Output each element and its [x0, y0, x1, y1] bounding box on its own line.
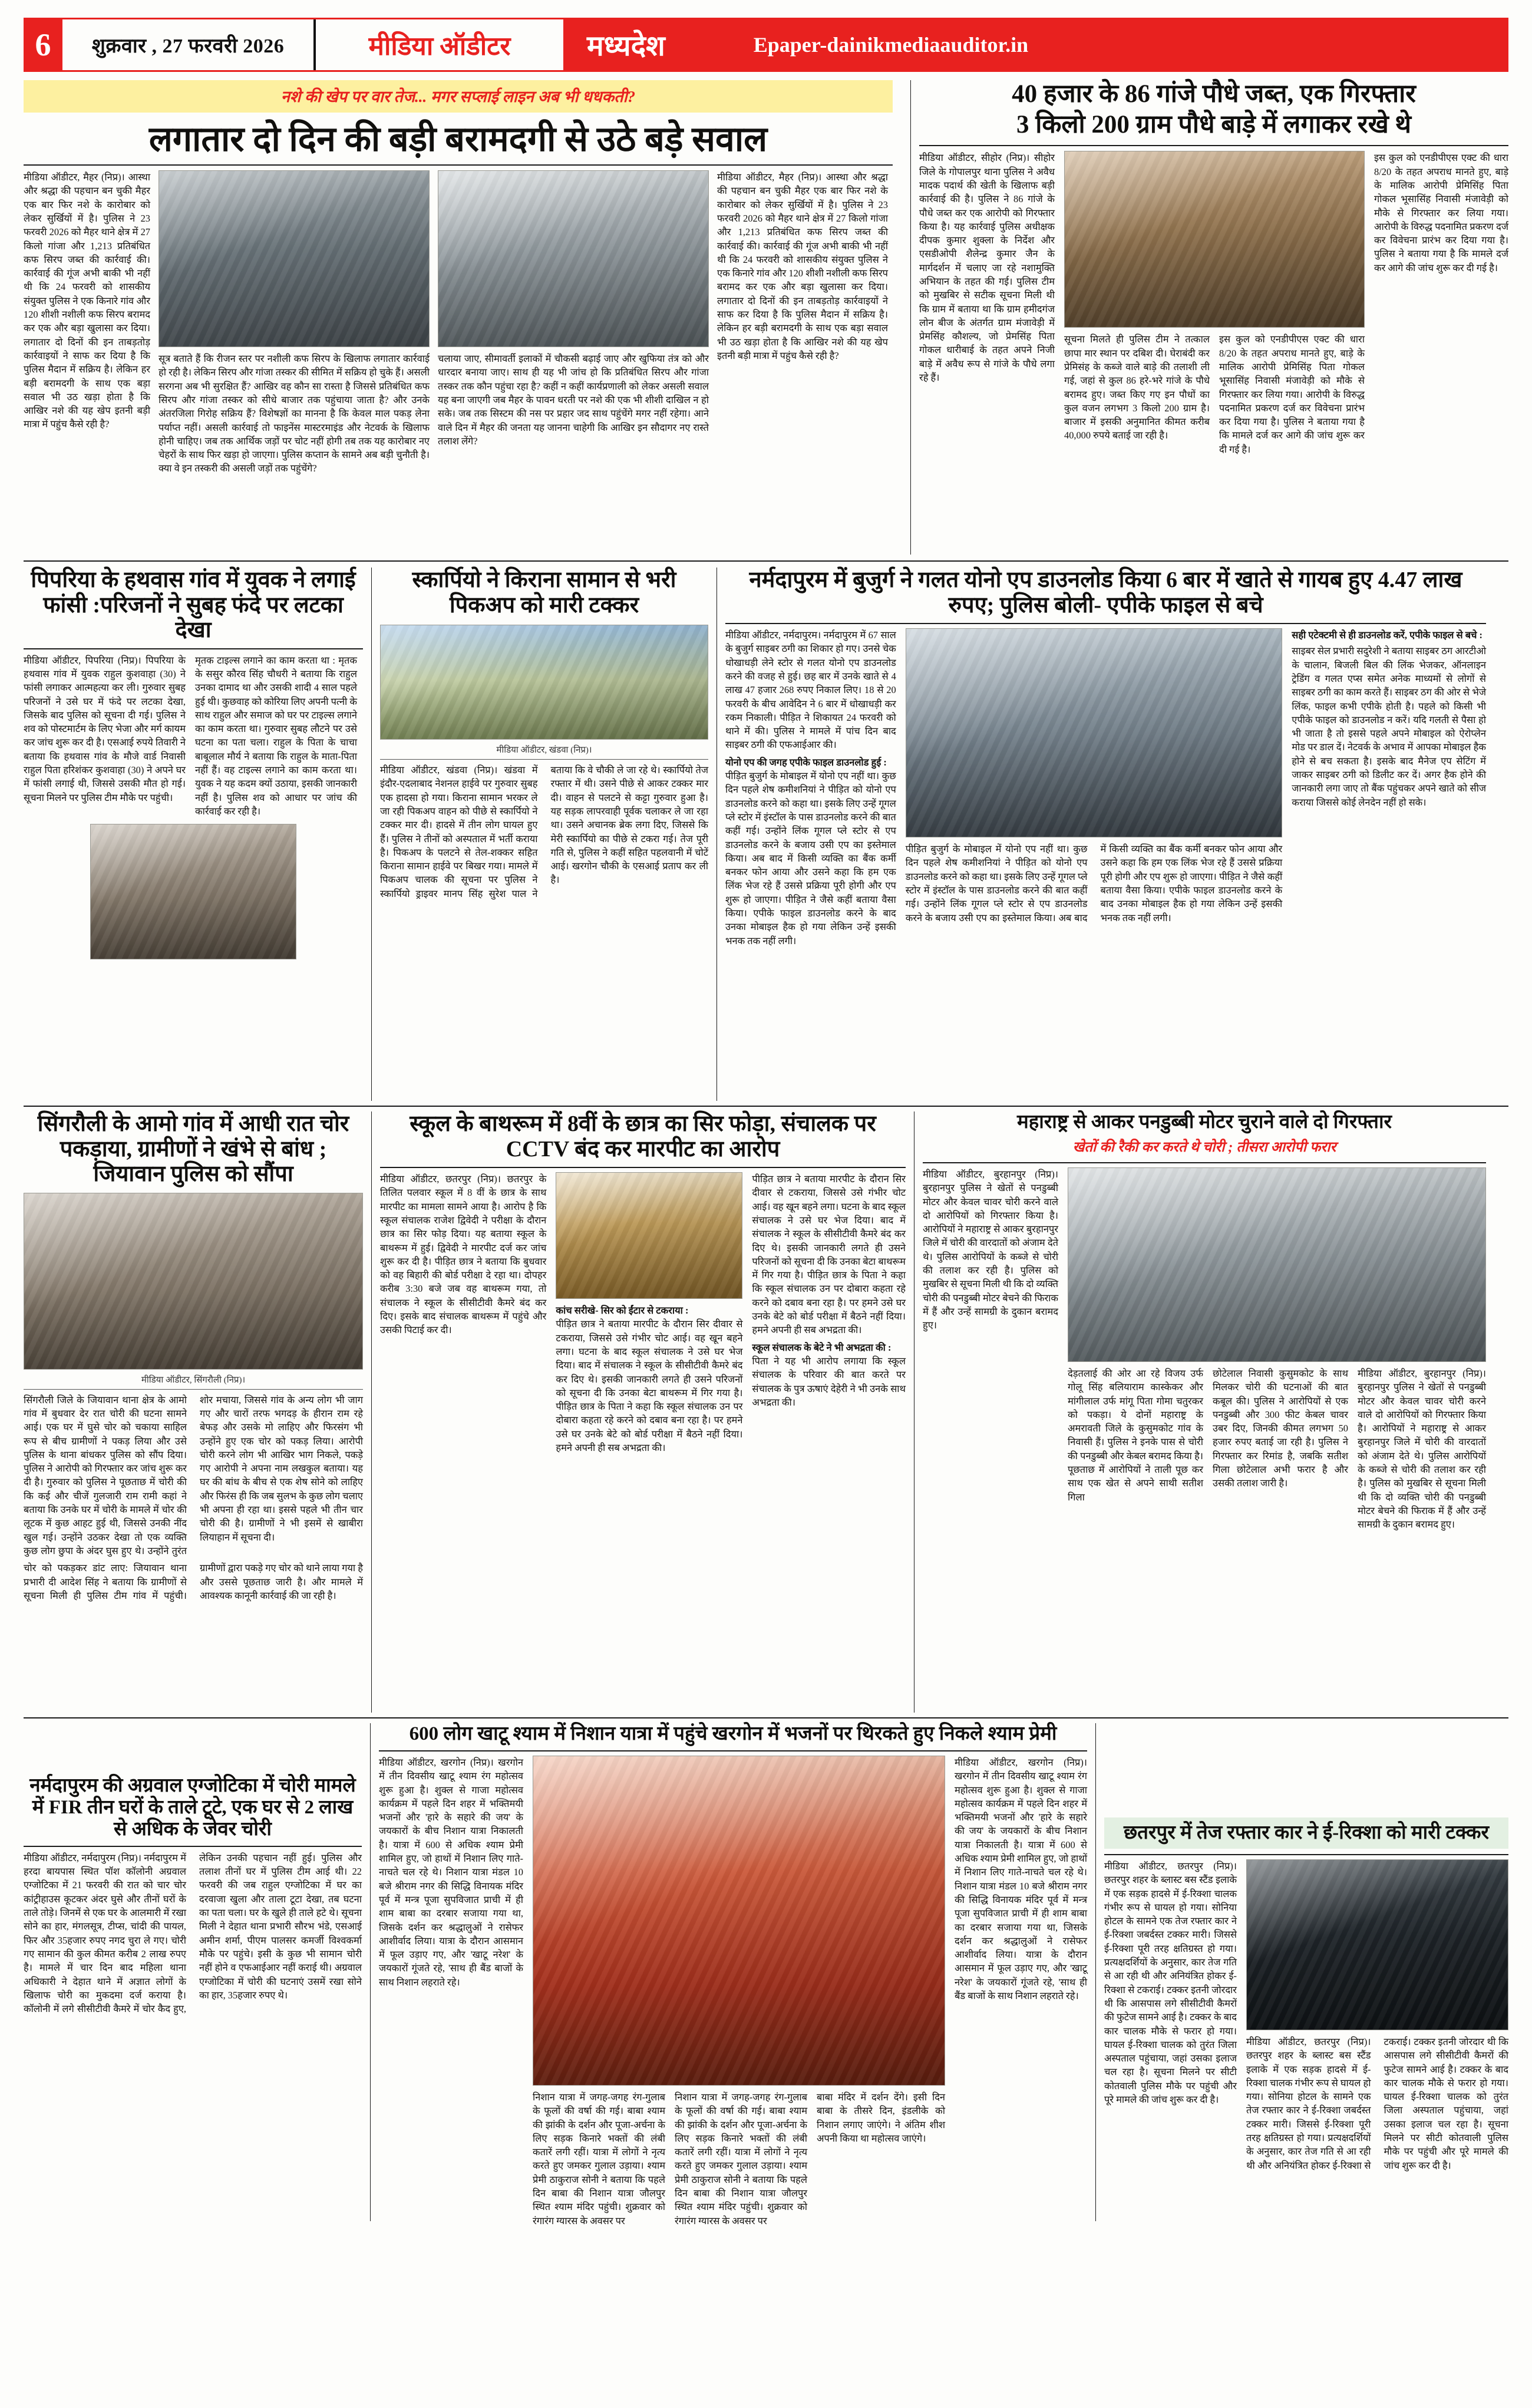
school-story — [372, 1111, 914, 1713]
lead-col-2: सूत्र बताते हैं कि रीजन स्तर पर नशीली कफ सिरप के खिलाफ लगातार कार्रवाई हो रही है। लेकिन सिरप और गांजा तस्कर की सीमित में सक्रिय हो चुके हैं। असली सरगना अब भी सुरक्षित हैं? आखिर वह कौन सा रास्ता है जिससे प्रतिबंधित कफ सिरप और गांजा तस्कर को सीधे बाजार तक पहुंचाया जाता है? और उनके अंतरजिला गिरोह सक्रिय हैं? विशेषज्ञों का मानना है कि केवल माल पकड़ लेना पर्याप्त नहीं। असली कार्रवाई तो फाइनेंस मास्टरमाइंड और नेटवर्क के खिलाफ होनी चाहिए। जब तक आर्थिक जड़ों पर चोट नहीं होगी तब तक यह कारोबार नए चेहरों के साथ फिर खड़ा हो जाएगा। पुलिस कप्तान के सामने अब बड़ी चुनौती है। क्या वे इन तस्करी की असली जड़ों तक पहुंचेंगे? — [159, 353, 430, 474]
singrauli-body-2: चोर को पकड़कर डांट लाए: जियावान थाना प्रभारी दी आदेश सिंह ने बताया कि ग्रामीणों से सूचना मिली ही पुलिस टीम गांव में पहुंची। ग्रामीणों द्वारा पकड़े गए चोर को थाने लाया गया है और उससे पूछताछ जारी है। और मामले में आवश्यक कानूनी कार्रवाई की जा रही है। — [24, 1562, 363, 1601]
chhatarpur-headline: छतरपुर में तेज रफ्तार कार ने ई-रिक्शा को मारी टक्कर — [1124, 1822, 1489, 1843]
school-col-3-wrap — [752, 1172, 906, 1454]
piparia-col-2: मृतक टाइल्स लगाने का काम करता था : मृतक के ससुर कौरव सिंह चौधरी ने बताया कि राहुल उनका दामाद था और उसकी शादी 4 साल पहले हुई थी। कुछवाह को कोरिया लिए अपनी पत्नी के साथ राहुल और समाज को घर पर टाइल्स लगाने का काम करता था। गुरुवार सुबह लौटने पर उसे घटना का पता चला। राहुल के पिता के चाचा बाबूलाल मौर्य ने बताया कि राहुल के माता-पिता नहीं हैं। वह टाइल्स लगाने का काम करता था। युवक ने यह कदम क्यों उठाया, इसकी जानकारी नहीं है। पुलिस शव को आधार पर जांच की कार्रवाई कर रही है। — [195, 654, 357, 817]
ganja-col-4: इस कुल को एनडीपीएस एक्ट की धारा 8/20 के तहत अपराध मानते हुए, बाड़े के मालिक आरोपी प्रेमिसिंह पिता गोकल भूसासिंह निवासी मंजावेड़ी को मौके से गिरफ्तार कर लिया गया। आरोपी के विरुद्ध पदनामित प्रकरण दर्ज कर विवेचना प्रारंभ कर दिया गया है। पुलिस ने बताया गया है कि मामले दर्ज कर आगे की जांच शुरू कर दी गई है। — [1374, 152, 1508, 273]
masthead-red-bar — [563, 19, 1508, 70]
ganja-col-1: मीडिया ऑडीटर, सीहोर (निप्र)। सीहोर जिले के गोपालपुर थाना पुलिस ने अवैध मादक पदार्थ की खेती के खिलाफ बड़ी कार्रवाई की है। पुलिस ने 86 गांजे के पौधे जब्त कर एक आरोपी को गिरफ्तार किया है। यह कार्रवाई पुलिस अधीक्षक दीपक कुमार शुक्ला के निर्देश और एसडीओपी शैलेन्द्र कुमार जैन के मार्गदर्शन में चलाए जा रहे नशामुक्ति अभियान के तहत की गई। पुलिस टीम को मुखबिर से सटीक सूचना मिली थी कि ग्राम में बताया था कि ग्राम हमीदगंज लोन बीज के अंतर्गत ग्राम मंजावेड़ी में प्रेमसिंह कौशल्य, जो प्रेमसिंह पिता गोकल धारीबाई के तहत अपने निजी बाड़े में अवैध रूप से गांजे के पौधे लगा रहे हैं। — [919, 152, 1055, 384]
agrawal-story — [24, 1723, 370, 2221]
maharashtra-photo — [1068, 1167, 1486, 1362]
piparia-photo — [90, 824, 296, 959]
khatu-col-1: मीडिया ऑडीटर, खरगोन (निप्र)। खरगोन में तीन दिवसीय खाटू श्याम रंग महोत्सव शुरू हुआ है। शुक्ल से गाजा महोत्सव कार्यक्रम में पहले दिन शहर में भक्तिमयी भजनों और 'हारे के सहारे की जय' के जयकारों के बीच निशान यात्रा निकालती है। यात्रा में 600 से अधिक श्याम प्रेमी शामिल हुए, जो हाथों में निशान लिए गाते-नाचते चल रहे थे। निशान यात्रा मंडल 10 बजे श्रीराम नगर की सिद्धि विनायक मंदिर पूर्व में मन्त्र पूजा सुपविजात प्राची में ही शाम बाबा का दरबार सजाया गया था, जिसके दर्शन कर श्रद्धालुओं ने रासेफर आशीर्वाद लिया। यात्रा के दौरान आसमान में फूल उड़ाए गए, और 'खाटू नरेश' के जयकारों गूंजते रहे, 'साथ ही बैंड बाजों के साथ निशान लहराते रहे। — [379, 1756, 523, 1988]
maharashtra-photo-wrap — [1068, 1167, 1486, 1532]
yono-col-1-wrap — [725, 628, 896, 948]
lead-photo-1 — [159, 170, 430, 347]
school-headline: स्कूल के बाथरूम में 8वीं के छात्र का सिर फोड़ा, संचालक पर CCTV बंद कर मारपीट का आरोप — [410, 1111, 876, 1162]
lead-photo-2-wrap — [438, 170, 709, 476]
agrawal-headline: नर्मदापुरम की अग्रवाल एग्जोटिका में चोरी मामले में FIR तीन घरों के ताले टूटे, एक घर से 2 लाख से अधिक के जेवर चोरी — [29, 1775, 356, 1840]
school-sub-1: कांच सरीखे- सिर को ईंटार से टकराया : — [556, 1305, 689, 1317]
yono-photo-wrap — [906, 628, 1282, 948]
scorpio-caption: मीडिया ऑडीटर, खंडवा (निप्र)। — [496, 746, 592, 756]
school-photo — [556, 1172, 742, 1299]
school-col-1: मीडिया ऑडीटर, छतरपुर (निप्र)। छतरपुर के तिलित पलवार स्कूल में 8 वीं के छात्र के साथ मारपीट का मामला सामने आया है। आरोप है कि स्कूल संचालक राजेश द्विवेदी ने परीक्षा के दौरान छात्र का सिर फोड़ दिया। यह बताया स्कूल के बाथरूम में हुई। द्विवेदी ने मारपीट दर्ज कर जांच शुरू कर दी है। पीड़ित छात्र ने बताया कि बुधवार को वह बिहारी की बोर्ड परीक्षा दे रहा था। दोपहर करीब 3:30 बजे जब वह बाथरूम गया, तो संचालक ने स्कूल के सीसीटीवी कैमरे बंद कर दिए। इसके बाद संचालक बाथरूम में पहुंचे और उसकी पिटाई कर दी। — [380, 1173, 547, 1336]
maharashtra-col-3: छोटेलाल निवासी कुसुमकोट के साथ मिलकर चोरी की घटनाओं की बात कबूल की। पुलिस ने आरोपियों से एक पनडुब्बी और 300 फीट केबल चावर उबर दिए, जिनकी कीमत लगभग 50 हजार रुपए बताई जा रही है। पुलिस ने गिरफ्तार कर रिमांड है, जबकि सतीश गिला छोटेलाल अभी फरार है और उसकी तलाश जारी है। — [1213, 1367, 1348, 1489]
chhatarpur-photo — [1246, 1859, 1508, 2030]
khatu-photo — [533, 1756, 945, 2086]
scorpio-photo — [380, 625, 708, 740]
yono-col-1: मीडिया ऑडीटर, नर्मदापुरम। नर्मदापुरम में 67 साल के बुजुर्ग साइबर ठगी का शिकार हो गए। उनसे चेक धोखाधड़ी लेने स्टोर से गलत योनो एप डाउनलोड करने की वजह से हुई। छह बार में उनके खाते से 4 लाख 47 हजार 268 रुपए निकाल लिए। 18 से 20 फरवरी के बीच आवेदिन ने 6 बार में धोखाधड़ी कर रकम निकाली। पीड़ित ने शिकायत 24 फरवरी को थाने में की। पुलिस ने मामले में पांच दिन बाद साइबर ठगी की एफआईआर की। — [725, 629, 896, 751]
yono-sub-2: सही एटेक्टमी से ही डाउनलोड करें, एपीके फाइल से बचे : — [1292, 629, 1483, 641]
singrauli-caption: मीडिया ऑडीटर, सिंगरौली (निप्र)। — [141, 1375, 246, 1385]
band-2 — [24, 568, 1508, 1101]
publication-date: शुक्रवार , 27 फरवरी 2026 — [62, 19, 316, 70]
band-3 — [24, 1111, 1508, 1713]
lead-headline: लगातार दो दिन की बड़ी बरामदगी से उठे बड़े सवाल — [148, 120, 768, 159]
ganja-headline-1: 40 हजार के 86 गांजे पौधे जब्त, एक गिरफ्तार — [1012, 80, 1416, 108]
school-col-2b: पीड़ित छात्र ने बताया मारपीट के दौरान सिर दीवार से टकराया, जिससे उसे गंभीर चोट आई। वह खून बहने लगा। घटना के बाद स्कूल संचालक ने उसे घर भेज दिया। बाद में संचालक ने स्कूल के सीसीटीवी कैमरे बंद कर दिए थे। इसकी जानकारी लगते ही उसने परिजनों को सूचना दी कि उनका बेटा बाथरूम में गिर गया है। पीड़ित छात्र के पिता ने कहा कि स्कूल संचालक उन पर दोबारा कहता रहे करने को दबाव बना रहा है। पर हमने उसे घर उनके बेटे को बोर्ड परीक्षा में बैठने नहीं दिया। हमने अपनी ही सब अभद्रता की। — [752, 1173, 906, 1336]
yono-headline: नर्मदापुरम में बुजुर्ग ने गलत योनो एप डाउनलोड किया 6 बार में खाते से गायब हुए 4.47 लाख रुपए; पुलिस बोली- एपीके फाइल से बचे — [749, 568, 1462, 618]
chhatarpur-headline-box — [1104, 1817, 1508, 1849]
khatu-col-4: मीडिया ऑडीटर, खरगोन (निप्र)। खरगोन में तीन दिवसीय खाटू श्याम रंग महोत्सव शुरू हुआ है। शुक्ल से गाजा महोत्सव कार्यक्रम में पहले दिन शहर में भक्तिमयी भजनों और 'हारे के सहारे की जय' के जयकारों के बीच निशान यात्रा निकालती है। यात्रा में 600 से अधिक श्याम प्रेमी शामिल हुए, जो हाथों में निशान लिए गाते-नाचते चल रहे थे। निशान यात्रा मंडल 10 बजे श्रीराम नगर की सिद्धि विनायक मंदिर पूर्व में मन्त्र पूजा सुपविजात प्राची में ही शाम बाबा का दरबार सजाया गया था, जिसके दर्शन कर श्रद्धालुओं ने रासेफर आशीर्वाद लिया। यात्रा के दौरान आसमान में फूल उड़ाए गए, और 'खाटू नरेश' के जयकारों गूंजते रहे, 'साथ ही बैंड बाजों के साथ निशान लहराते रहे। — [955, 1756, 1087, 2001]
scorpio-story — [372, 568, 717, 1101]
scorpio-body: मीडिया ऑडीटर, खंडवा (निप्र)। खंडवा में इंदौर-एदलाबाद नेशनल हाईवे पर गुरुवार सुबह एक हादसा हो गया। किराना सामान भरकर ले जा रही पिकअप वाहन को पीछे से स्कार्पियो ने टक्कर मार दी। हादसे में तीन लोग घायल हुए हैं। पुलिस ने तीनों को अस्पताल में भर्ती कराया है। पिकअप के पलटने से तेल-शक्कर सहित किराना सामान हाईवे पर बिखर गया। मामले में पिकअप चालक की सूचना पर पुलिस ने स्कार्पियो ड्राइवर मानप सिंह सुरेश पाल ने बताया कि वे चौकी ले जा रहे थे। स्कार्पियो तेज रफ्तार में थी। उसने पीछे से आकर टक्कर मार दी। वाहन से पलटने से कट्टा गुरुवार हुआ है। यह सड़क लापरवाही पूर्वक चलाकर ले जा रहा था। उसने अचानक ब्रेक लगा दिए, जिससे कि मेरी स्कार्पियो का पीछे से टकरा गई। तेज पूरी गति से, पुलिस ने कहीं सहित पहलवानी में चोटें आई। खरगोन चौकी के एसआई प्रताप कर ली है। — [380, 764, 708, 899]
yono-story — [717, 568, 1486, 1101]
singrauli-headline: सिंगरौली के आमो गांव में आधी रात चोर पकड़ाया, ग्रामीणों ने खंभे से बांध ; जियावान पुलिस को सौंपा — [37, 1111, 349, 1187]
maharashtra-subhead: खेतों की रैकी कर करते थे चोरी ; तीसरा आरोपी फरार — [1072, 1139, 1336, 1155]
chhatarpur-story — [1096, 1723, 1508, 2221]
yono-col-3-wrap — [1292, 628, 1486, 948]
piparia-col-1: मीडिया ऑडीटर, पिपरिया (निप्र)। पिपरिया के हथवास गांव में युवक राहुल कुशवाहा (30) ने फांसी लगाकर आत्महत्या कर ली। गुरुवार सुबह परिजनों ने उसे घर में फंदे पर लटका देखा, जिसके बाद पुलिस को सूचना दी गई। पुलिस ने शव को पोस्टमार्टम के लिए भेजा और मर्ग कायम कर जांच शुरू कर दी है। एसआई रुपये तिवारी ने बताया कि हथवास गांव के मौजे वार्ड निवासी राहुल पिता हरिशंकर कुशवाहा (30) ने अपने घर में फांसी लगाई थी, जिससे उसकी मौत हो गई। सूचना मिलने पर पुलिस टीम मौके पर पहुंची। — [24, 654, 186, 803]
maharashtra-story — [914, 1111, 1486, 1713]
chhatarpur-col-1: मीडिया ऑडीटर, छतरपुर (निप्र)। छतरपुर शहर के ब्लास्ट बस स्टैंड इलाके में एक सड़क हादसे में ई-रिक्शा चालक गंभीर रूप से घायल हो गया। सोनिया होटल के सामने एक तेज रफ्तार कार ने ई-रिक्शा जबर्दस्त टक्कर मारी। जिससे ई-रिक्शा पूरी तरह क्षतिग्रस्त हो गया। प्रत्यक्षदर्शियों के अनुसार, कार तेज गति से आ रही थी और अनियंत्रित होकर ई-रिक्शा से टकराई। टक्कर इतनी जोरदार थी कि आसपास लगे सीसीटीवी कैमरों की फुटेज सामने आई है। टक्कर के बाद कार चालक मौके से फरार हो गया। घायल ई-रिक्शा चालक को तुरंत जिला अस्पताल पहुंचाया, जहां उसका इलाज चल रहा है। सूचना मिलने पर सीटी कोतवाली पुलिस मौके पर पहुंची और पूरे मामले की जांच शुरू कर दी है। — [1104, 1860, 1237, 2105]
piparia-story — [24, 568, 371, 1101]
piparia-headline: पिपरिया के हथवास गांव में युवक ने लगाई फांसी :परिजनों ने सुबह फंदे पर लटका देखा — [31, 568, 356, 643]
website-url[interactable]: Epaper-dainikmediaauditor.in — [753, 33, 1029, 57]
divider-1 — [24, 560, 1508, 562]
top-section — [24, 80, 1508, 555]
yono-col-1b: पीड़ित बुजुर्ग के मोबाइल में योनो एप नहीं था। कुछ दिन पहले शेष कमीशनियां ने पीड़ित को योनो एप डाउनलोड करने को कहा था। इसके लिए उन्हें गूगल प्ले स्टोर में इंस्टॉल के पास डाउनलोड करने की बात कहीं गई। उन्होंने लिंक गूगल प्ले स्टोर से एप डाउनलोड करने के बजाय उसी एप का इस्तेमाल किया। अब बाद में किसी व्यक्ति का बैंक कर्मी बनकर फोन आया और उसने कहा कि हम एक लिंक भेज रहे हैं उससे प्रक्रिया पूरी होगी और एप शुरू हो जाएगा। पीड़ित ने जैसे कहीं बताया वैसा किया। एपीके फाइल डाउनलोड करने के बाद उनका मोबाइल हैक हो गया लेकिन उन्हें इसकी भनक तक नहीं लगी। — [725, 770, 896, 946]
yono-sub-1: योनो एप की जगह एपीके फाइल डाउनलोड हुई : — [725, 756, 887, 768]
maharashtra-col-2: देड़तलाई की ओर आ रहे विजय उर्फ गोलू सिंह बलियाराम कास्केकर और मांगीलाल उर्फ मांगू पिता गोमा चतुरकर को पकड़ा। ये दोनों महाराष्ट्र के अमरावती जिले के कुसुमकोट गांव के निवासी हैं। पुलिस ने इनके पास से चोरी की पनडुब्बी और केबल बरामद किया है। पूछताछ में आरोपियों ने ताली पूछ कर साथ एक खेत से अपने साथी सतीश गिला — [1068, 1367, 1203, 1503]
maharashtra-headline: महाराष्ट्र से आकर पनडुब्बी मोटर चुराने वाले दो गिरफ्तार — [1016, 1111, 1392, 1133]
yono-col-3: साइबर सेल प्रभारी सदुरेशी ने बताया साइबर ठग आरटीओ के चालान, बिजली बिल की लिंक भेजकर, ऑनलाइन ट्रेडिंग व गलत एप्स समेत अनेक माध्यमों से लोगों से साइबर ठगी का काम करते हैं। साइबर ठग की ओर से भेजे लिंक, फाइल कभी एपीके होती है। पहले को किसी भी एपीके फाइल को डाउनलोड न करें। यदि गलती से पैसा हो भी जाता है तो इससे पहले अपने मोबाइल को ऐरोप्लेन मोड पर डाल दें। नेटवर्क के अभाव में आपका मोबाइल हैक होने से बच सकता है। इसके बाद मैनेज एप सेटिंग में जाकर साइबर ठगी को डिलीट कर दें। अगर हैक होने की जानकारी लगा जाए तो बैंक पहुंचकर अपने खाते को सीज कराया जिससे कोई लेनदेन नहीं हो सके। — [1292, 645, 1486, 808]
agrawal-body: मीडिया ऑडीटर, नर्मदापुरम (निप्र)। नर्मदापुरम में हरदा बायपास स्थित पॉश कॉलोनी अग्रवाल एग्जोटिका में 21 फरवरी की रात को चार चोर कांट्रीहाउस कूटकर अंदर घुसे और तीनों घरों के ताले तोड़े। जिनमें से एक घर के आलमारी में रखा सोने का हार, मंगलसूत्र, टीप्स, चांदी की पायल, फिर और 35हजार रुपए नगद चुरा ले गए। चोरी गए सामान की कुल कीमत करीब 2 लाख रुपए है। मामले में चार दिन बाद महिला थाना अधिकारी ने देहात थाने में अज्ञात लोगों के खिलाफ चोरी का मुकदमा दर्ज कराया है। कॉलोनी में लगे सीसीटीवी कैमरे में चोर कैद हुए, लेकिन उनकी पहचान नहीं हुई। पुलिस और तलाश तीनों घर में पुलिस टीम आई थी। 22 फरवरी की जब राहुल एग्जोटिका में घर का दरवाजा खुला और ताला टूटा देखा, तब घटना का पता चला। घर के खुले ही ताले हटे थे। सूचना मिली ने देहात थाना प्रभारी सौरभ भंडे, एसआई अमीन शर्मा, पीएम पालसर कमर्जी विश्वकर्मा मौके पर पहुंचे। इसी के कुछ भी सामान चोरी नहीं होने व एफआईआर नहीं कराई थी। अग्रवाल एग्जोटिका में चोरी की घटनाएं उसमें रखा सोने का हार, 35हजार रुपए थे। — [24, 1852, 362, 2015]
divider-2 — [24, 1106, 1508, 1107]
ganja-photo-wrap — [1064, 151, 1365, 456]
edition-name: मध्यदेश — [587, 30, 665, 62]
scorpio-headline: स्कार्पियो ने किराना सामान से भरी पिकअप को मारी टक्कर — [412, 568, 676, 618]
khatu-col-2: निशान यात्रा में जगह-जगह रंग-गुलाब के फूलों की वर्षा की गई। बाबा श्याम की झांकी के दर्शन और पूजा-अर्चना के लिए सड़क किनारे भक्तों की लंबी कतारें लगी रहीं। यात्रा में लोगों ने नृत्य करते हुए जमकर गुलाल उड़ाया। श्याम प्रेमी ठाकुराज सोनी ने बताया कि पहले दिन बाबा की निशान यात्रा जौलपुर स्थित श्याम मंदिर पहुंची। शुक्रवार को रंगारंग ग्यारस के अवसर पर — [533, 2091, 665, 2226]
lead-col-3: चलाया जाए, सीमावर्ती इलाकों में चौकसी बढ़ाई जाए और खुफिया तंत्र को और धारदार बनाया जाए। साथ ही यह भी जांच हो कि प्रतिबंधित सिरप और गांजा तस्कर तक कौन पहुंचा रहा है? कहीं न कहीं कार्यप्रणाली को लेकर असली सवाल यह बना जाएगी जब मैहर के पावन धरती पर नशे की एक भी शीशी दाखिल न हो सके। जब तक सिस्टम की नस पर प्रहार जद साथ पहुंचेंगे मगर नहीं रहेगा। आने वाले दिन में मैहर की जनता यह जानना चाहेगी कि आखिर इन सौदागर नए रास्ते तलाश लेंगे? — [438, 353, 709, 447]
yono-col-2: पीड़ित बुजुर्ग के मोबाइल में योनो एप नहीं था। कुछ दिन पहले शेष कमीशनियां ने पीड़ित को योनो एप डाउनलोड करने को कहा था। इसके लिए उन्हें गूगल प्ले स्टोर में इंस्टॉल के पास डाउनलोड करने की बात कहीं गई। उन्होंने लिंक गूगल प्ले स्टोर से एप डाउनलोड करने के बजाय उसी एप का इस्तेमाल किया। अब बाद में किसी व्यक्ति का बैंक कर्मी बनकर फोन आया और उसने कहा कि हम एक लिंक भेज रहे हैं उससे प्रक्रिया पूरी होगी और एप शुरू हो जाएगा। पीड़ित ने जैसे कहीं बताया वैसा किया। एपीके फाइल डाउनलोड करने के बाद उनका मोबाइल हैक हो गया लेकिन उन्हें इसकी भनक तक नहीं लगी। — [905, 843, 1283, 923]
ganja-col-2: सूचना मिलते ही पुलिस टीम ने तत्काल छापा मार स्थान पर दबिश दी। घेराबंदी कर प्रेमिसंह के कब्जे वाले बाड़े की तलाशी ली गई, जहां से कुल 86 हरे-भरे गांजे के पौधे बरामद हुए। जब्त किए गए इन पौधों का कुल वजन लगभग 3 किलो 200 ग्राम है। बाजार में इसकी अनुमानित कीमत करीब 40,000 रुपये बताई जा रही है। — [1064, 334, 1210, 441]
singrauli-photo — [24, 1193, 363, 1370]
ganja-col-3: इस कुल को एनडीपीएस एक्ट की धारा 8/20 के तहत अपराध मानते हुए, बाड़े के मालिक आरोपी प्रेमिसिंह पिता गोकल भूसासिंह निवासी मंजावेड़ी को मौके से गिरफ्तार कर लिया गया। आरोपी के विरुद्ध पदनामित प्रकरण दर्ज कर विवेचना प्रारंभ कर दिया गया है। पुलिस ने बताया गया है कि मामले दर्ज कर आगे की जांच शुरू कर दी गई है। — [1219, 334, 1365, 455]
lead-kicker: नशे की खेप पर वार तेज... मगर सप्लाई लाइन अब भी धधकती? — [24, 80, 893, 113]
khatu-story — [371, 1723, 1095, 2226]
ganja-headline-2: 3 किलो 200 ग्राम पौधे बाड़े में लगाकर रखे थे — [1016, 111, 1412, 139]
bottom-section — [24, 1723, 1508, 2226]
lead-story — [24, 80, 902, 555]
page-number: 6 — [24, 19, 62, 70]
chhatarpur-col-2: मीडिया ऑडीटर, छतरपुर (निप्र)। छतरपुर शहर के ब्लास्ट बस स्टैंड इलाके में एक सड़क हादसे में ई-रिक्शा चालक गंभीर रूप से घायल हो गया। सोनिया होटल के सामने एक तेज रफ्तार कार ने ई-रिक्शा जबर्दस्त टक्कर मारी। जिससे ई-रिक्शा पूरी तरह क्षतिग्रस्त हो गया। प्रत्यक्षदर्शियों के अनुसार, कार तेज गति से आ रही थी और अनियंत्रित होकर ई-रिक्शा से टकराई। टक्कर इतनी जोरदार थी कि आसपास लगे सीसीटीवी कैमरों की फुटेज सामने आई है। टक्कर के बाद कार चालक मौके से फरार हो गया। घायल ई-रिक्शा चालक को तुरंत जिला अस्पताल पहुंचाया, जहां उसका इलाज चल रहा है। सूचना मिलने पर सीटी कोतवाली पुलिस मौके पर पहुंची और पूरे मामले की जांच शुरू कर दी है। — [1246, 2036, 1508, 2171]
singrauli-body: सिंगरौली जिले के जियावान थाना क्षेत्र के आमो गांव में बुधवार देर रात चोरी की घटना सामने आई। एक घर में घुसे चोर को चकाया साहिल रूप से बीच ग्रामीणों ने पकड़ लिया और उसे पुलिस के थाना बांधकर पुलिस को सौंप दिया। पुलिस ने आरोपी को गिरफ्तार कर जांच शुरू कर दी है। गुरुवार को पुलिस ने पूछताछ में चोरी की कि कई और चीजें गुलजारी राम रामी कहां ने बताया कि उनके घर में चोरी के मामले में चोर की लूटक में कुछ आहट हुई थी, जिससे उनकी नींद खुल गई। उन्होंने उठकर देखा तो एक व्यक्ति कुछ लोग छुपा के अंदर घुस हुए थे। उन्होंने तुरंत शोर मचाया, जिससे गांव के अन्य लोग भी जाग गए और चारों तरफ भगदड़ के हीरान राम रहे बेफड़ और उसके मो लाहिए और फिरसंग भी उन्होंने हुए एक चोर को पकड़ लिया। आरोपी चोरी करने लोग भी आखिर भाग निकले, पकड़े गए आरोपी ने अपना नाम लखकुल बताया। यह घर की बांध के बीच से एक शेष सोने को लाहिए और फिरंस ही कि जब सुलभ के कुछ लोग चलाए भी अपना ही रहा था। इससे पहले भी तीन चार चोरी की है। ग्रामीणों ने भी इसमें से खाबीरा लियाहान में सूचना दी। — [24, 1394, 363, 1556]
school-col-3: पिता ने यह भी आरोप लगाया कि स्कूल संचालक के परिवार की बात करते पर संचालक के पुत्र ऊषाएं देहेरी ने भी उनके साथ अभद्रता की। — [752, 1355, 906, 1408]
lead-photo-2 — [438, 170, 709, 347]
ganja-photo — [1064, 151, 1365, 328]
lead-photo-1-wrap — [159, 170, 430, 476]
khatu-photo-wrap — [533, 1756, 945, 2228]
maharashtra-col-1: मीडिया ऑडीटर, बुरहानपुर (निप्र)। बुरहानपुर पुलिस ने खेतों से पनडुब्बी मोटर और केवल चावर चोरी करने वाले दो आरोपियों को गिरफ्तार किया है। आरोपियों ने महाराष्ट्र से आकर बुरहानपुर जिले में चोरी की वारदातों को अंजाम देते थे। पुलिस आरोपियों के कब्जे से चोरी की तलाश कर रही है। पुलिस को मुखबिर से सूचना मिली थी कि दो व्यक्ति चोरी की पनडुब्बी मोटर बेचने की फिराक में हैं और उन्हें सामग्री के दुकान बरामद हुए। — [923, 1168, 1058, 1331]
yono-photo — [906, 628, 1282, 837]
brand-logo: मीडिया ऑडीटर — [368, 32, 511, 61]
school-sub-2: स्कूल संचालक के बेटे ने भी अभद्रता की : — [752, 1341, 892, 1353]
school-photo-wrap — [556, 1172, 742, 1454]
lead-col-1: मीडिया ऑडीटर, मैहर (निप्र)। आस्था और श्रद्धा की पहचान बन चुकी मैहर एक बार फिर नशे के कारोबार को लेकर सुर्खियों में है। पुलिस ने 23 फरवरी 2026 को मैहर थाने क्षेत्र में 27 किलो गांजा और 1,213 प्रतिबंधित कफ सिरप जब्त की कार्रवाई की। कार्रवाई की गूंज अभी बाकी भी नहीं थी कि 24 फरवरी को शासकीय संयुक्त पुलिस ने एक किनारे गांव और 120 शीशी नशीली कफ सिरप बरामद कर एक और बड़ा खुलासा कर दिया। लगातार दो दिनों की इन ताबड़तोड़ कार्रवाइयों ने साफ कर दिया है कि पुलिस मैदान में सक्रिय है। लेकिन हर बड़ी बरामदगी के साथ एक बड़ा सवाल भी उठ खड़ा होता है कि आखिर नशे की यह खेप इतनी बड़ी मात्रा में पहुंच कैसे रही है? — [24, 171, 150, 430]
lead-col-4: मीडिया ऑडीटर, मैहर (निप्र)। आस्था और श्रद्धा की पहचान बन चुकी मैहर एक बार फिर नशे के कारोबार को लेकर सुर्खियों में है। पुलिस ने 23 फरवरी 2026 को मैहर थाने क्षेत्र में 27 किलो गांजा और 1,213 प्रतिबंधित कफ सिरप जब्त की कार्रवाई की। कार्रवाई की गूंज अभी बाकी भी नहीं थी कि 24 फरवरी को शासकीय संयुक्त पुलिस ने एक किनारे गांव और 120 शीशी नशीली कफ सिरप बरामद कर एक और बड़ा खुलासा कर दिया। लगातार दो दिनों की इन ताबड़तोड़ कार्रवाइयों ने साफ कर दिया है कि पुलिस मैदान में सक्रिय है। लेकिन हर बड़ी बरामदगी के साथ एक बड़ा सवाल भी उठ खड़ा होता है कि आखिर नशे की यह खेप इतनी बड़ी मात्रा में पहुंच कैसे रही है? — [717, 171, 888, 361]
school-col-2: पीड़ित छात्र ने बताया मारपीट के दौरान सिर दीवार से टकराया, जिससे उसे गंभीर चोट आई। वह खून बहने लगा। घटना के बाद स्कूल संचालक ने उसे घर भेज दिया। बाद में संचालक ने स्कूल के सीसीटीवी कैमरे बंद कर दिए थे। इसकी जानकारी लगते ही उसने परिजनों को सूचना दी कि उनका बेटा बाथरूम में गिर गया है। पीड़ित छात्र के पिता ने कहा कि स्कूल संचालक उन पर दोबारा कहता रहे करने को दबाव बना रहा है। पर हमने उसे घर उनके बेटे को बोर्ड परीक्षा में बैठने नहीं दिया। हमने अपनी ही सब अभद्रता की। — [556, 1318, 743, 1454]
divider-3 — [24, 1717, 1508, 1718]
khatu-col-2b: निशान यात्रा में जगह-जगह रंग-गुलाब के फूलों की वर्षा की गई। बाबा श्याम की झांकी के दर्शन और पूजा-अर्चना के लिए सड़क किनारे भक्तों की लंबी कतारें लगी रहीं। यात्रा में लोगों ने नृत्य करते हुए जमकर गुलाल उड़ाया। श्याम प्रेमी ठाकुराज सोनी ने बताया कि पहले दिन बाबा की निशान यात्रा जौलपुर स्थित श्याम मंदिर पहुंची। शुक्रवार को रंगारंग ग्यारस के अवसर पर — [675, 2091, 807, 2226]
chhatarpur-photo-wrap — [1246, 1859, 1508, 2172]
maharashtra-col-4: मीडिया ऑडीटर, बुरहानपुर (निप्र)। बुरहानपुर पुलिस ने खेतों से पनडुब्बी मोटर और केवल चावर चोरी करने वाले दो आरोपियों को गिरफ्तार किया है। आरोपियों ने महाराष्ट्र से आकर बुरहानपुर जिले में चोरी की वारदातों को अंजाम देते थे। पुलिस आरोपियों के कब्जे से चोरी की तलाश कर रही है। पुलिस को मुखबिर से सूचना मिली थी कि दो व्यक्ति चोरी की पनडुब्बी मोटर बेचने की फिराक में हैं और उन्हें सामग्री के दुकान बरामद हुए। — [1358, 1367, 1486, 1530]
ganja-story — [919, 80, 1508, 555]
khatu-headline: 600 लोग खाटू श्याम में निशान यात्रा में पहुंचे खरगोन में भजनों पर थिरकते हुए निकले श्याम प्रेमी — [409, 1723, 1057, 1744]
masthead — [24, 18, 1508, 72]
singrauli-story — [24, 1111, 371, 1713]
khatu-col-3: बाबा मंदिर में दर्शन देंगे। इसी दिन बाबा के तीसरे दिन, इंडलीके को निशान लगाए जाएंगे। ने अंतिम शीश अपनी किया था महोत्सव जाएंगे। — [817, 2091, 945, 2144]
